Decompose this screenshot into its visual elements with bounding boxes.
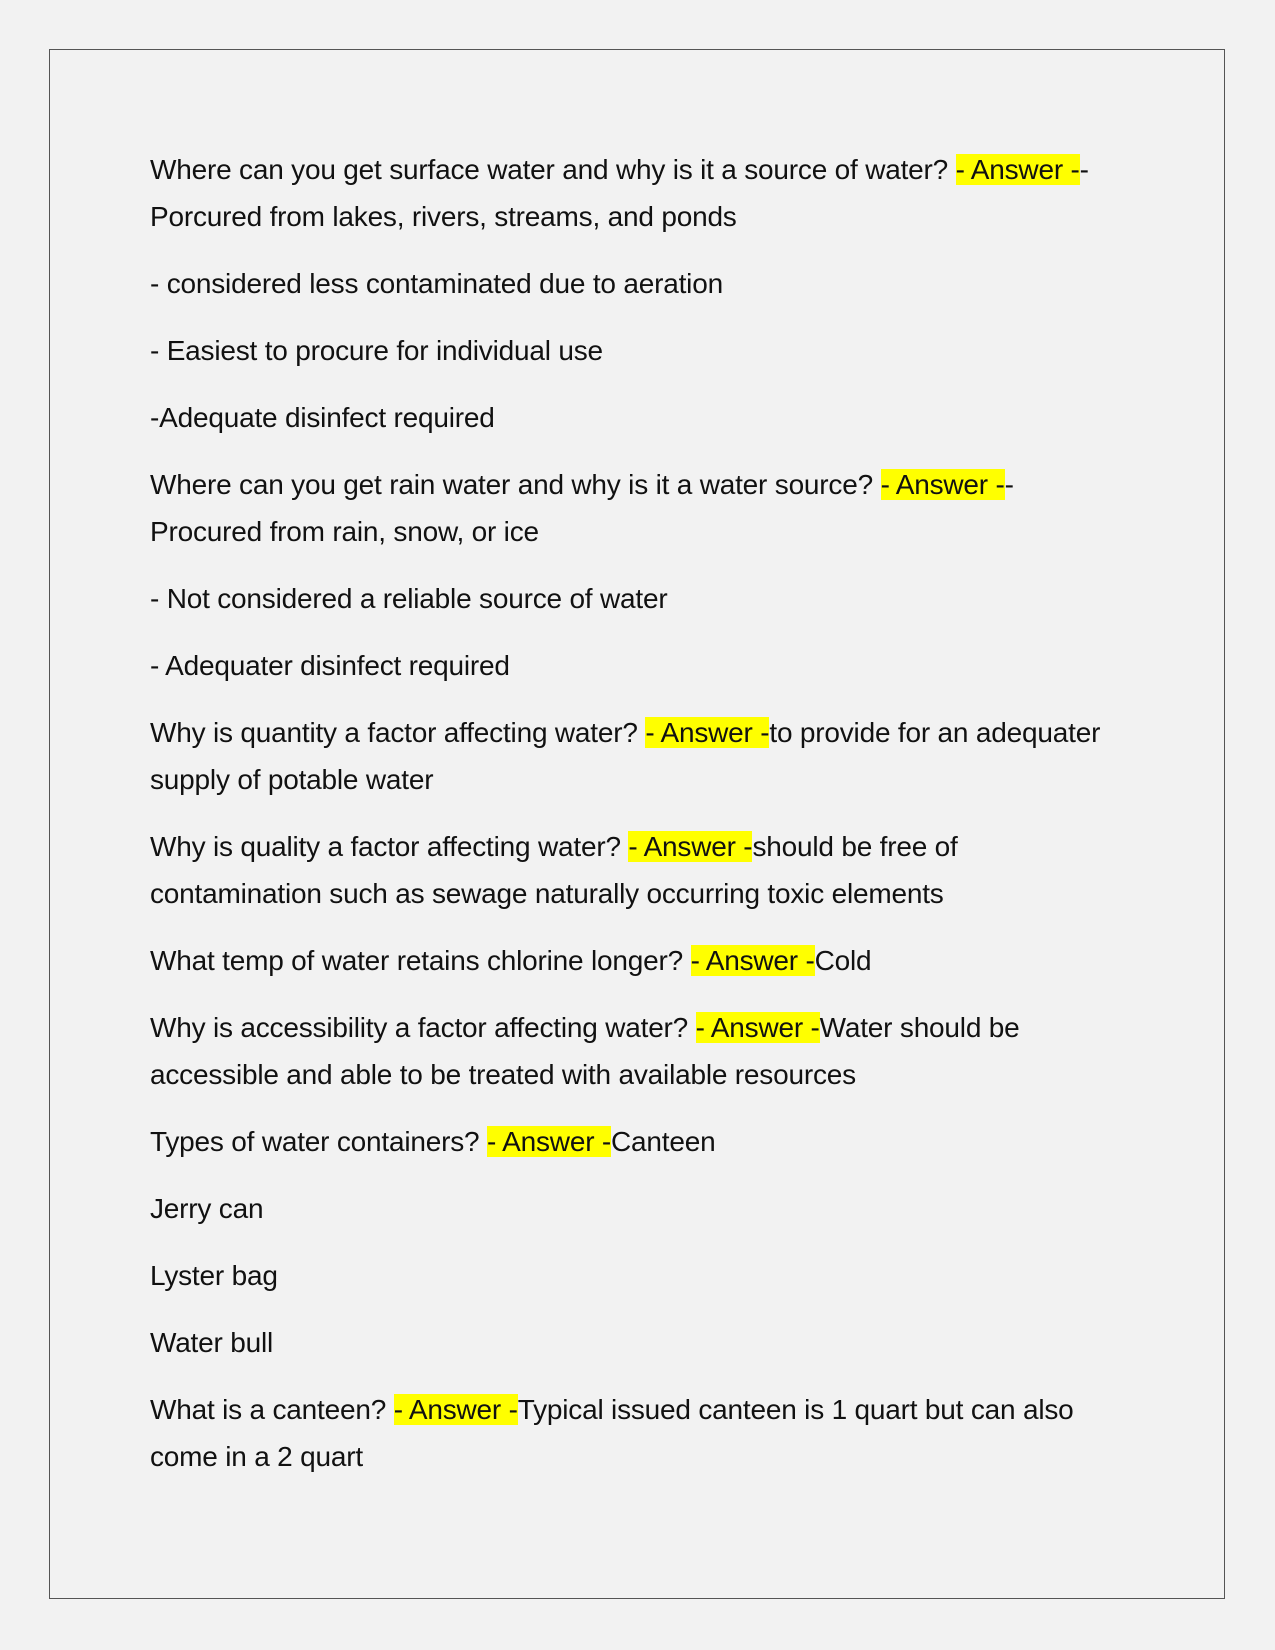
answer-text: should be free of contamination such as sewage naturally occurring toxic elements: [150, 831, 958, 909]
qa-paragraph-quality: [150, 823, 1130, 917]
answer-highlight: - Answer -: [628, 831, 753, 862]
qa-paragraph-accessibility: [150, 1004, 1130, 1098]
qa-paragraph-rain-water: [150, 461, 1130, 555]
question-text: Why is quality a factor affecting water?: [150, 831, 629, 862]
qa-paragraph-quantity: [150, 709, 1130, 803]
question-text: Where can you get surface water and why is it a source of water?: [150, 154, 956, 185]
qa-paragraph-surface-water: [150, 146, 1130, 240]
line-text: - considered less contaminated due to aeration: [150, 268, 723, 299]
answer-highlight: - Answer -: [393, 1394, 518, 1425]
list-line: [150, 1252, 1130, 1299]
qa-paragraph-containers: [150, 1118, 1130, 1165]
list-line: [150, 1319, 1130, 1366]
bullet-line: [150, 394, 1130, 441]
answer-highlight: - Answer -: [880, 469, 1005, 500]
answer-text: Cold: [814, 945, 872, 976]
question-text: What temp of water retains chlorine longer?: [150, 945, 691, 976]
answer-text: - Porcured from lakes, rivers, streams, and ponds: [150, 154, 1089, 232]
line-text: - Easiest to procure for individual use: [150, 335, 603, 366]
question-text: Why is accessibility a factor affecting water?: [150, 1012, 696, 1043]
qa-paragraph-canteen: [150, 1386, 1130, 1480]
question-text: What is a canteen?: [150, 1394, 394, 1425]
list-line: [150, 1185, 1130, 1232]
answer-highlight: - Answer -: [487, 1126, 612, 1157]
line-text: - Adequater disinfect required: [150, 650, 510, 681]
bullet-line: [150, 575, 1130, 622]
line-text: Lyster bag: [150, 1260, 278, 1291]
answer-highlight: - Answer -: [695, 1012, 820, 1043]
bullet-line: [150, 642, 1130, 689]
answer-highlight: - Answer -: [955, 154, 1080, 185]
qa-paragraph-temperature: [150, 937, 1130, 984]
question-text: Where can you get rain water and why is it a water source?: [150, 469, 881, 500]
answer-text: to provide for an adequater supply of potable water: [150, 717, 1101, 795]
line-text: Water bull: [150, 1327, 274, 1358]
bullet-line: [150, 327, 1130, 374]
question-text: Why is quantity a factor affecting water?: [150, 717, 646, 748]
line-text: -Adequate disinfect required: [150, 402, 495, 433]
question-text: Types of water containers?: [150, 1126, 487, 1157]
line-text: - Not considered a reliable source of water: [150, 583, 668, 614]
answer-text: - Procured from rain, snow, or ice: [150, 469, 1014, 547]
answer-highlight: - Answer -: [645, 717, 770, 748]
answer-highlight: - Answer -: [690, 945, 815, 976]
line-text: Jerry can: [150, 1193, 264, 1224]
bullet-line: [150, 260, 1130, 307]
answer-text: Water should be accessible and able to be treated with available resources: [150, 1012, 1020, 1090]
document-body: [150, 146, 1130, 1500]
answer-text: Typical issued canteen is 1 quart but can also come in a 2 quart: [150, 1394, 1074, 1472]
answer-text: Canteen: [611, 1126, 716, 1157]
